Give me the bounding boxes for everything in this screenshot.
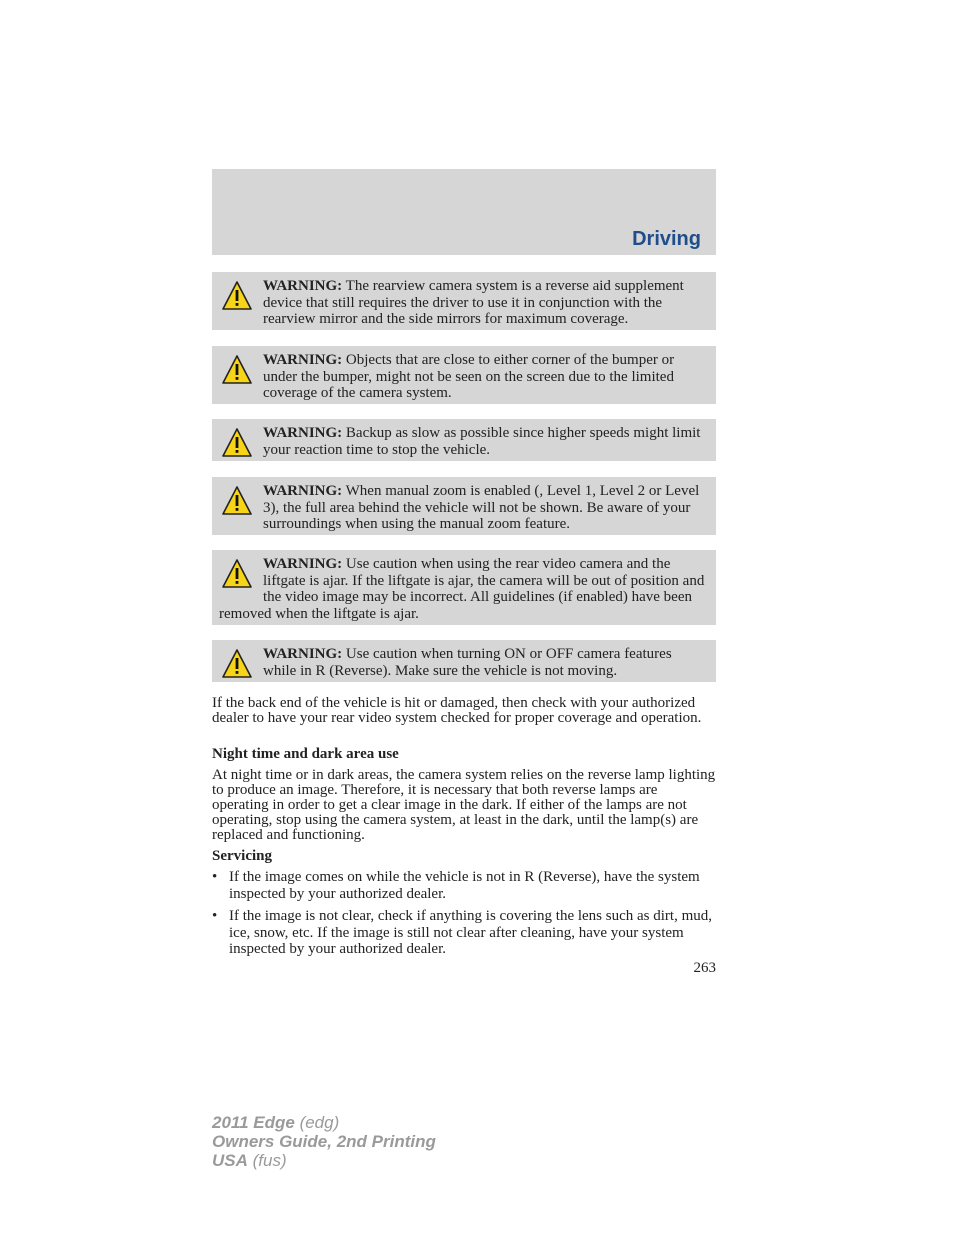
night-paragraph: At night time or in dark areas, the camera system relies on the reverse lamp lighting to produce an image. Therefore, it is necessary that both reverse lamps are operating in order to get a clear image in the dark. If either of the lamps are not operating, stop using the camera system, at least in the dark, until the lamp(s) are replaced and functioning. [212,767,716,843]
bullet-marker: • [212,908,218,924]
warning-box-5 [212,550,716,625]
warning-label: WARNING: [263,425,343,441]
warning-label: WARNING: [263,278,343,294]
warning-triangle-icon [221,648,253,680]
warning-label: WARNING: [263,352,343,368]
document-footer [212,1113,436,1170]
section-title: Driving [632,228,701,250]
warning-triangle-icon [221,558,253,590]
warning-text: When manual zoom is enabled (, Level 1, Level 2 or Level 3), the full area behind the vehicle will not be shown. Be aware of your surroundings when using the manual zoom feature. [263,483,700,532]
footer-model-code: (edg) [294,1113,340,1132]
warning-triangle-icon [221,280,253,312]
warning-box-1 [212,272,716,330]
warning-text: Use caution when using the rear video camera and the liftgate is ajar. If the liftgate is ajar, the camera will be out of position and the video image may be incorrect. All guidelines (if enabled) have been removed when the liftgate is ajar. [219,556,705,622]
warning-box-2 [212,346,716,404]
warning-label: WARNING: [263,483,343,499]
warning-triangle-icon [221,485,253,517]
footer-guide: Owners Guide, 2nd Printing [212,1132,436,1151]
warning-box-6 [212,640,716,682]
night-heading: Night time and dark area use [212,746,399,762]
warning-triangle-icon [221,354,253,386]
section-header-band [212,169,716,255]
warning-label: WARNING: [263,646,343,662]
footer-market: USA [212,1151,248,1170]
list-item-text: If the image is not clear, check if anything is covering the lens such as dirt, mud, ice, snow, etc. If the image is still not clear after cleaning, have your system inspected by your authorized dealer. [229,908,713,957]
list-item-text: If the image comes on while the vehicle is not in R (Reverse), have the system inspected by your authorized dealer. [229,869,700,902]
warning-text: The rearview camera system is a reverse aid supplement device that still requires the driver to use it in conjunction with the rearview mirror and the side mirrors for maximum coverage. [263,278,684,327]
warning-text: Use caution when turning ON or OFF camera features while in R (Reverse). Make sure the vehicle is not moving. [263,646,672,679]
warning-triangle-icon [221,427,253,459]
list-item [212,908,716,958]
list-item [212,869,716,902]
warning-label: WARNING: [263,556,343,572]
footer-market-code: (fus) [247,1151,287,1170]
warning-box-3 [212,419,716,461]
warning-text: Objects that are close to either corner of the bumper or under the bumper, might not be seen on the screen due to the limited coverage of the camera system. [263,352,675,401]
footer-model: 2011 Edge [212,1113,295,1132]
servicing-heading: Servicing [212,848,272,864]
page-number: 263 [693,960,716,976]
bullet-marker: • [212,869,218,885]
warning-box-4 [212,477,716,535]
intro-paragraph: If the back end of the vehicle is hit or damaged, then check with your authorized dealer to have your rear video system checked for proper coverage and operation. [212,695,702,726]
warning-text: Backup as slow as possible since higher speeds might limit your reaction time to stop the vehicle. [263,425,701,458]
